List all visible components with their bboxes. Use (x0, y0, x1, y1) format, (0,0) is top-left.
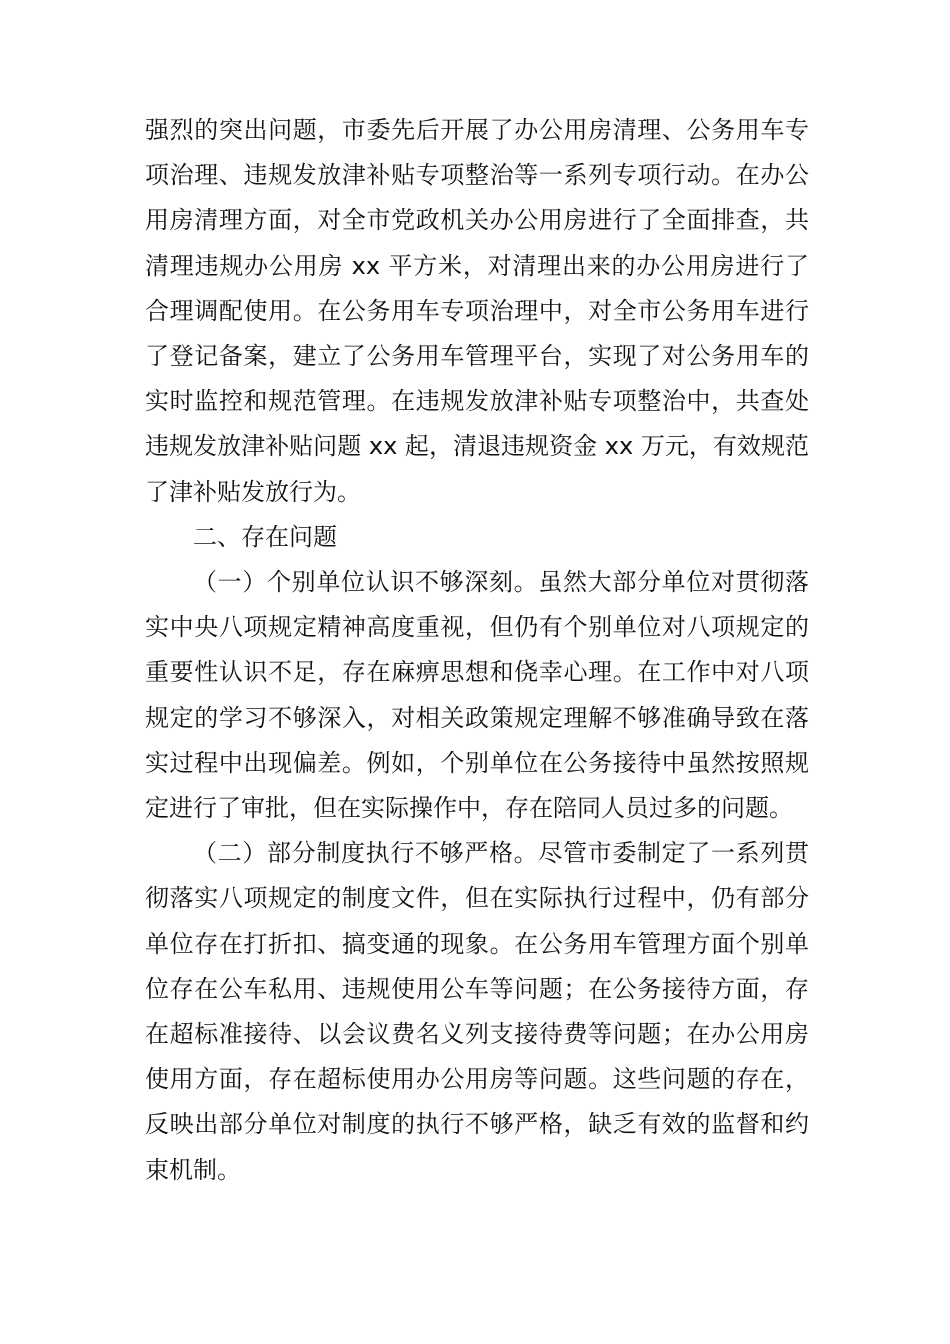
paragraph-continuation: 强烈的突出问题，市委先后开展了办公用房清理、公务用车专项治理、违规发放津补贴专项整治等一系列专项行动。在办公用房清理方面，对全市党政机关办公用房进行了全面排查，共清理违规办公用房 xx 平方米，对清理出来的办公用房进行了合理调配使用。在公务用车专项治理中，对全市公务用车进行了登记备案，建立了公务用车管理平台，实现了对公务用车的实时监控和规范管理。在违规发放津补贴专项整治中，共查处违规发放津补贴问题 xx 起，清退违规资金 xx 万元，有效规范了津补贴发放行为。 (145, 116, 809, 506)
document-body (145, 108, 809, 1193)
section-heading: 二、存在问题 (193, 522, 337, 551)
paragraph-issue-1: （一）个别单位认识不够深刻。虽然大部分单位对贯彻落实中央八项规定精神高度重视，但仍有个别单位对八项规定的重要性认识不足，存在麻痹思想和侥幸心理。在工作中对八项规定的学习不够深入，对相关政策规定理解不够准确导致在落实过程中出现偏差。例如，个别单位在公务接待中虽然按照规定进行了审批，但在实际操作中，存在陪同人员过多的问题。 (145, 568, 809, 823)
paragraph-issue-2: （二）部分制度执行不够严格。尽管市委制定了一系列贯彻落实八项规定的制度文件，但在实际执行过程中，仍有部分单位存在打折扣、搞变通的现象。在公务用车管理方面个别单位存在公车私用、违规使用公车等问题；在公务接待方面，存在超标准接待、以会议费名义列支接待费等问题；在办公用房使用方面，存在超标使用办公用房等问题。这些问题的存在，反映出部分单位对制度的执行不够严格，缺乏有效的监督和约束机制。 (145, 839, 809, 1184)
